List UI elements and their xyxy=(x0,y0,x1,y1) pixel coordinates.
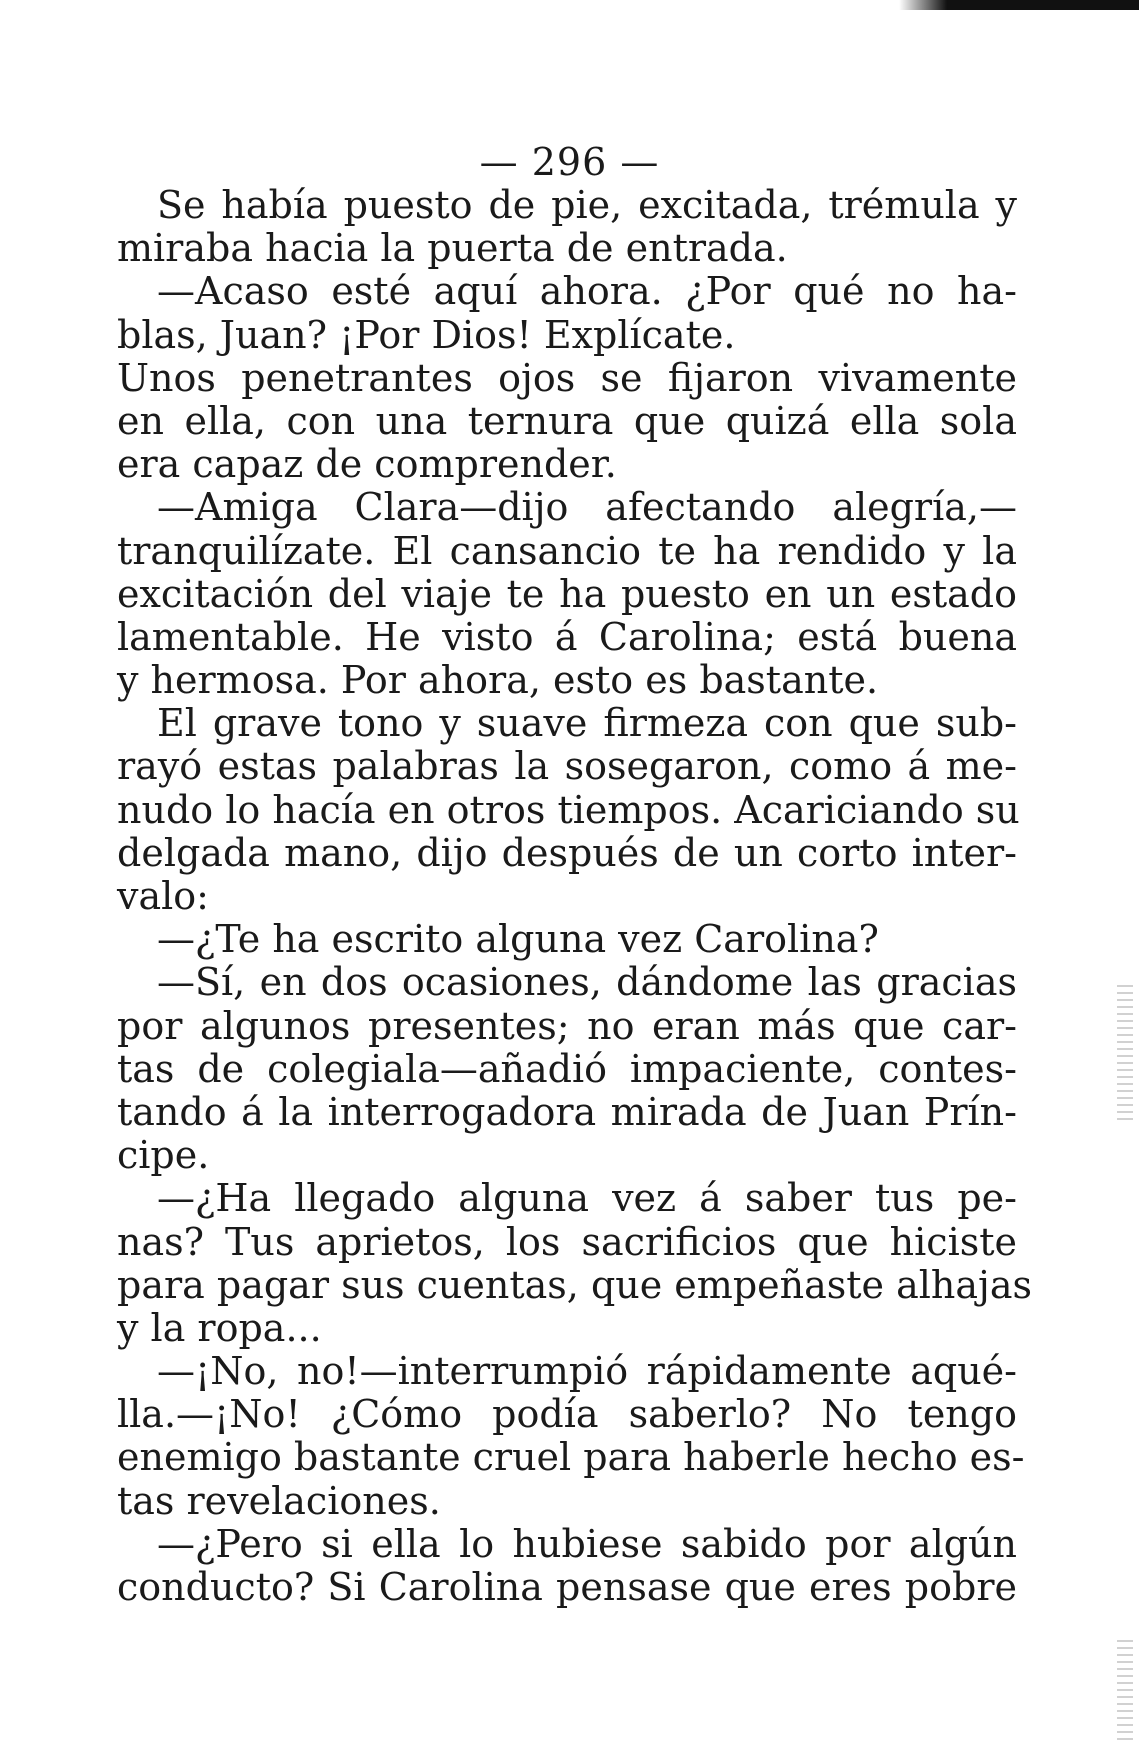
text-line: Unos penetrantes ojos se fijaron vivamente xyxy=(117,355,1017,400)
text-line: —¿Ha llegado alguna vez á saber tus pe- xyxy=(157,1176,1017,1221)
text-line: tando á la interrogadora mirada de Juan Prín- xyxy=(117,1089,1017,1134)
text-line: y la ropa... xyxy=(117,1305,322,1350)
text-line: Se había puesto de pie, excitada, trémula y xyxy=(157,183,1017,227)
text-line: rayó estas palabras la sosegaron, como á me- xyxy=(117,744,1017,789)
text-line: valo: xyxy=(117,874,209,918)
text-line: —Amiga Clara—dijo afectando alegría,— xyxy=(157,485,1017,530)
text-line: —¡No, no!—interrumpió rápidamente aqué- xyxy=(157,1349,1017,1394)
text-line: enemigo bastante cruel para haberle hecho es- xyxy=(117,1435,1025,1480)
text-line: tas revelaciones. xyxy=(117,1478,441,1523)
margin-speckle xyxy=(1117,1640,1133,1740)
text-line: lamentable. He visto á Carolina; está buena xyxy=(117,614,1017,659)
top-edge-rule xyxy=(899,0,1139,10)
text-line: —¿Te ha escrito alguna vez Carolina? xyxy=(157,917,879,962)
text-line: miraba hacia la puerta de entrada. xyxy=(117,226,788,271)
text-line: delgada mano, dijo después de un corto inter- xyxy=(117,830,1017,875)
text-line: —¿Pero si ella lo hubiese sabido por algún xyxy=(157,1521,1017,1566)
text-line: El grave tono y suave firmeza con que sub- xyxy=(157,701,1017,746)
text-line: excitación del viaje te ha puesto en un estado xyxy=(117,571,1017,616)
text-line: nas? Tus aprietos, los sacrificios que hiciste xyxy=(117,1219,1017,1264)
text-line: era capaz de comprender. xyxy=(117,442,617,487)
text-line: conducto? Si Carolina pensase que eres pobre xyxy=(117,1565,1017,1609)
text-line: —Sí, en dos ocasiones, dándome las gracias xyxy=(157,960,1017,1005)
body-text xyxy=(117,183,1032,1609)
text-line: —Acaso esté aquí ahora. ¿Por qué no ha- xyxy=(157,269,1017,314)
text-line: tas de colegiala—añadió impaciente, contes- xyxy=(117,1046,1017,1091)
text-line: lla.—¡No! ¿Cómo podía saberlo? No tengo xyxy=(117,1392,1017,1437)
text-line: cipe. xyxy=(117,1133,210,1178)
text-line: blas, Juan? ¡Por Dios! Explícate. xyxy=(117,312,736,357)
text-line: para pagar sus cuentas, que empeñaste alhajas xyxy=(117,1262,1032,1307)
text-line: en ella, con una ternura que quizá ella sola xyxy=(117,398,1017,443)
text-line: por algunos presentes; no eran más que car- xyxy=(117,1003,1017,1048)
text-line: nudo lo hacía en otros tiempos. Acariciando su xyxy=(117,787,1020,832)
page-number: — 296 — xyxy=(479,140,660,184)
margin-speckle xyxy=(1117,985,1133,1125)
text-line: tranquilízate. El cansancio te ha rendido y la xyxy=(117,528,1017,573)
text-line: y hermosa. Por ahora, esto es bastante. xyxy=(117,658,879,703)
